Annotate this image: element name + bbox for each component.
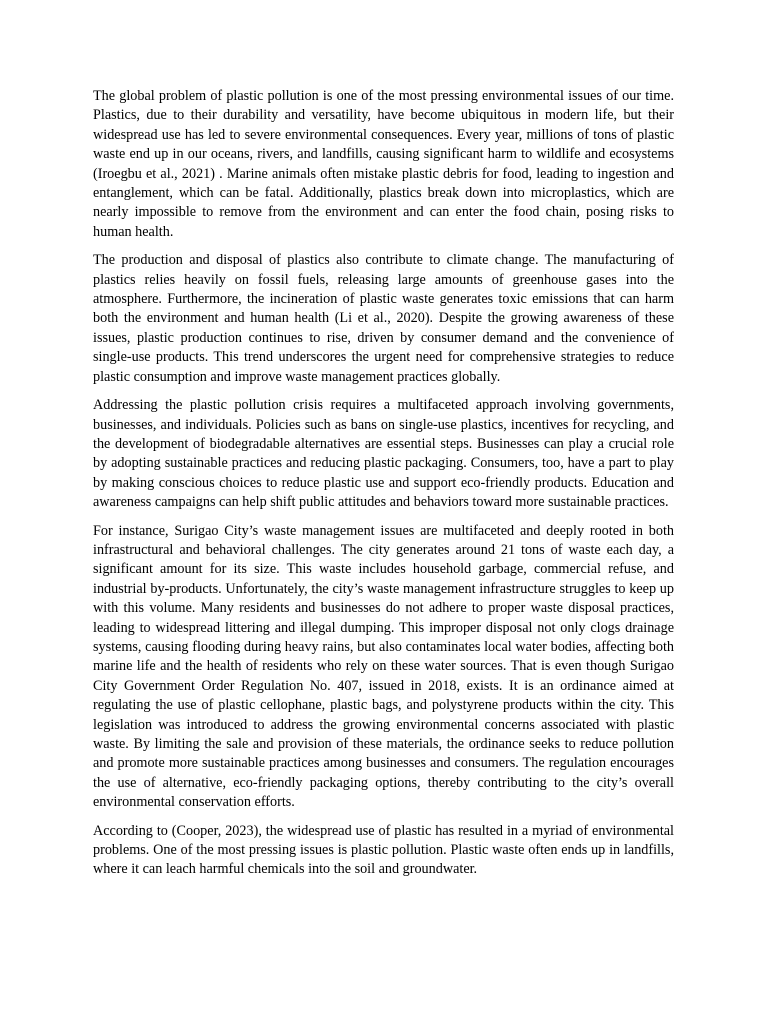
- paragraph-surigao-city: For instance, Surigao City’s waste management issues are multifaceted and deeply rooted in both infrastructural and behavioral challenges. The city generates around 21 tons of waste each day, a significant amount for its size. This waste includes household garbage, commercial refuse, and industrial by-products. Unfortunately, the city’s waste management infrastructure struggles to keep up with this volume. Many residents and businesses do not adhere to proper waste disposal practices, leading to widespread littering and illegal dumping. This improper disposal not only clogs drainage systems, causing flooding during heavy rains, but also contaminates local water bodies, affecting both marine life and the health of residents who rely on these water sources. That is even though Surigao City Government Order Regulation No. 407, issued in 2018, exists. It is an ordinance aimed at regulating the use of plastic cellophane, plastic bags, and polystyrene products within the city. This legislation was introduced to address the growing environmental concerns associated with plastic waste. By limiting the sale and provision of these materials, the ordinance seeks to reduce pollution and promote more sustainable practices among businesses and consumers. The regulation encourages the use of alternative, eco-friendly packaging options, thereby contributing to the city’s overall environmental conservation efforts.: [93, 522, 674, 811]
- paragraph-climate-change: The production and disposal of plastics also contribute to climate change. The manufacturing of plastics relies heavily on fossil fuels, releasing large amounts of greenhouse gases into the atmosphere. Furthermore, the incineration of plastic waste generates toxic emissions that can harm both the environment and human health (Li et al., 2020). Despite the growing awareness of these issues, plastic production continues to rise, driven by consumer demand and the convenience of single-use products. This trend underscores the urgent need for comprehensive strategies to reduce plastic consumption and improve waste management practices globally.: [93, 252, 674, 385]
- paragraph-plastic-pollution-overview: The global problem of plastic pollution is one of the most pressing environmental issues of our time. Plastics, due to their durability and versatility, have become ubiquitous in modern life, but their widespread use has led to severe environmental consequences. Every year, millions of tons of plastic waste end up in our oceans, rivers, and landfills, causing significant harm to wildlife and ecosystems (Iroegbu et al., 2021) . Marine animals often mistake plastic debris for food, leading to ingestion and entanglement, which can be fatal. Additionally, plastics break down into microplastics, which are nearly impossible to remove from the environment and can enter the food chain, posing risks to human health.: [93, 88, 674, 240]
- document-body: [93, 87, 674, 889]
- paragraph-multifaceted-approach: Addressing the plastic pollution crisis requires a multifaceted approach involving governments, businesses, and individuals. Policies such as bans on single-use plastics, incentives for recycling, and the development of biodegradable alternatives are essential steps. Businesses can play a crucial role by adopting sustainable practices and reducing plastic packaging. Consumers, too, have a part to play by making conscious choices to reduce plastic use and support eco-friendly products. Education and awareness campaigns can help shift public attitudes and behaviors toward more sustainable practices.: [93, 397, 674, 511]
- paragraph-cooper-2023: According to (Cooper, 2023), the widespread use of plastic has resulted in a myriad of environmental problems. One of the most pressing issues is plastic pollution. Plastic waste often ends up in landfills, where it can leach harmful chemicals into the soil and groundwater.: [93, 822, 674, 878]
